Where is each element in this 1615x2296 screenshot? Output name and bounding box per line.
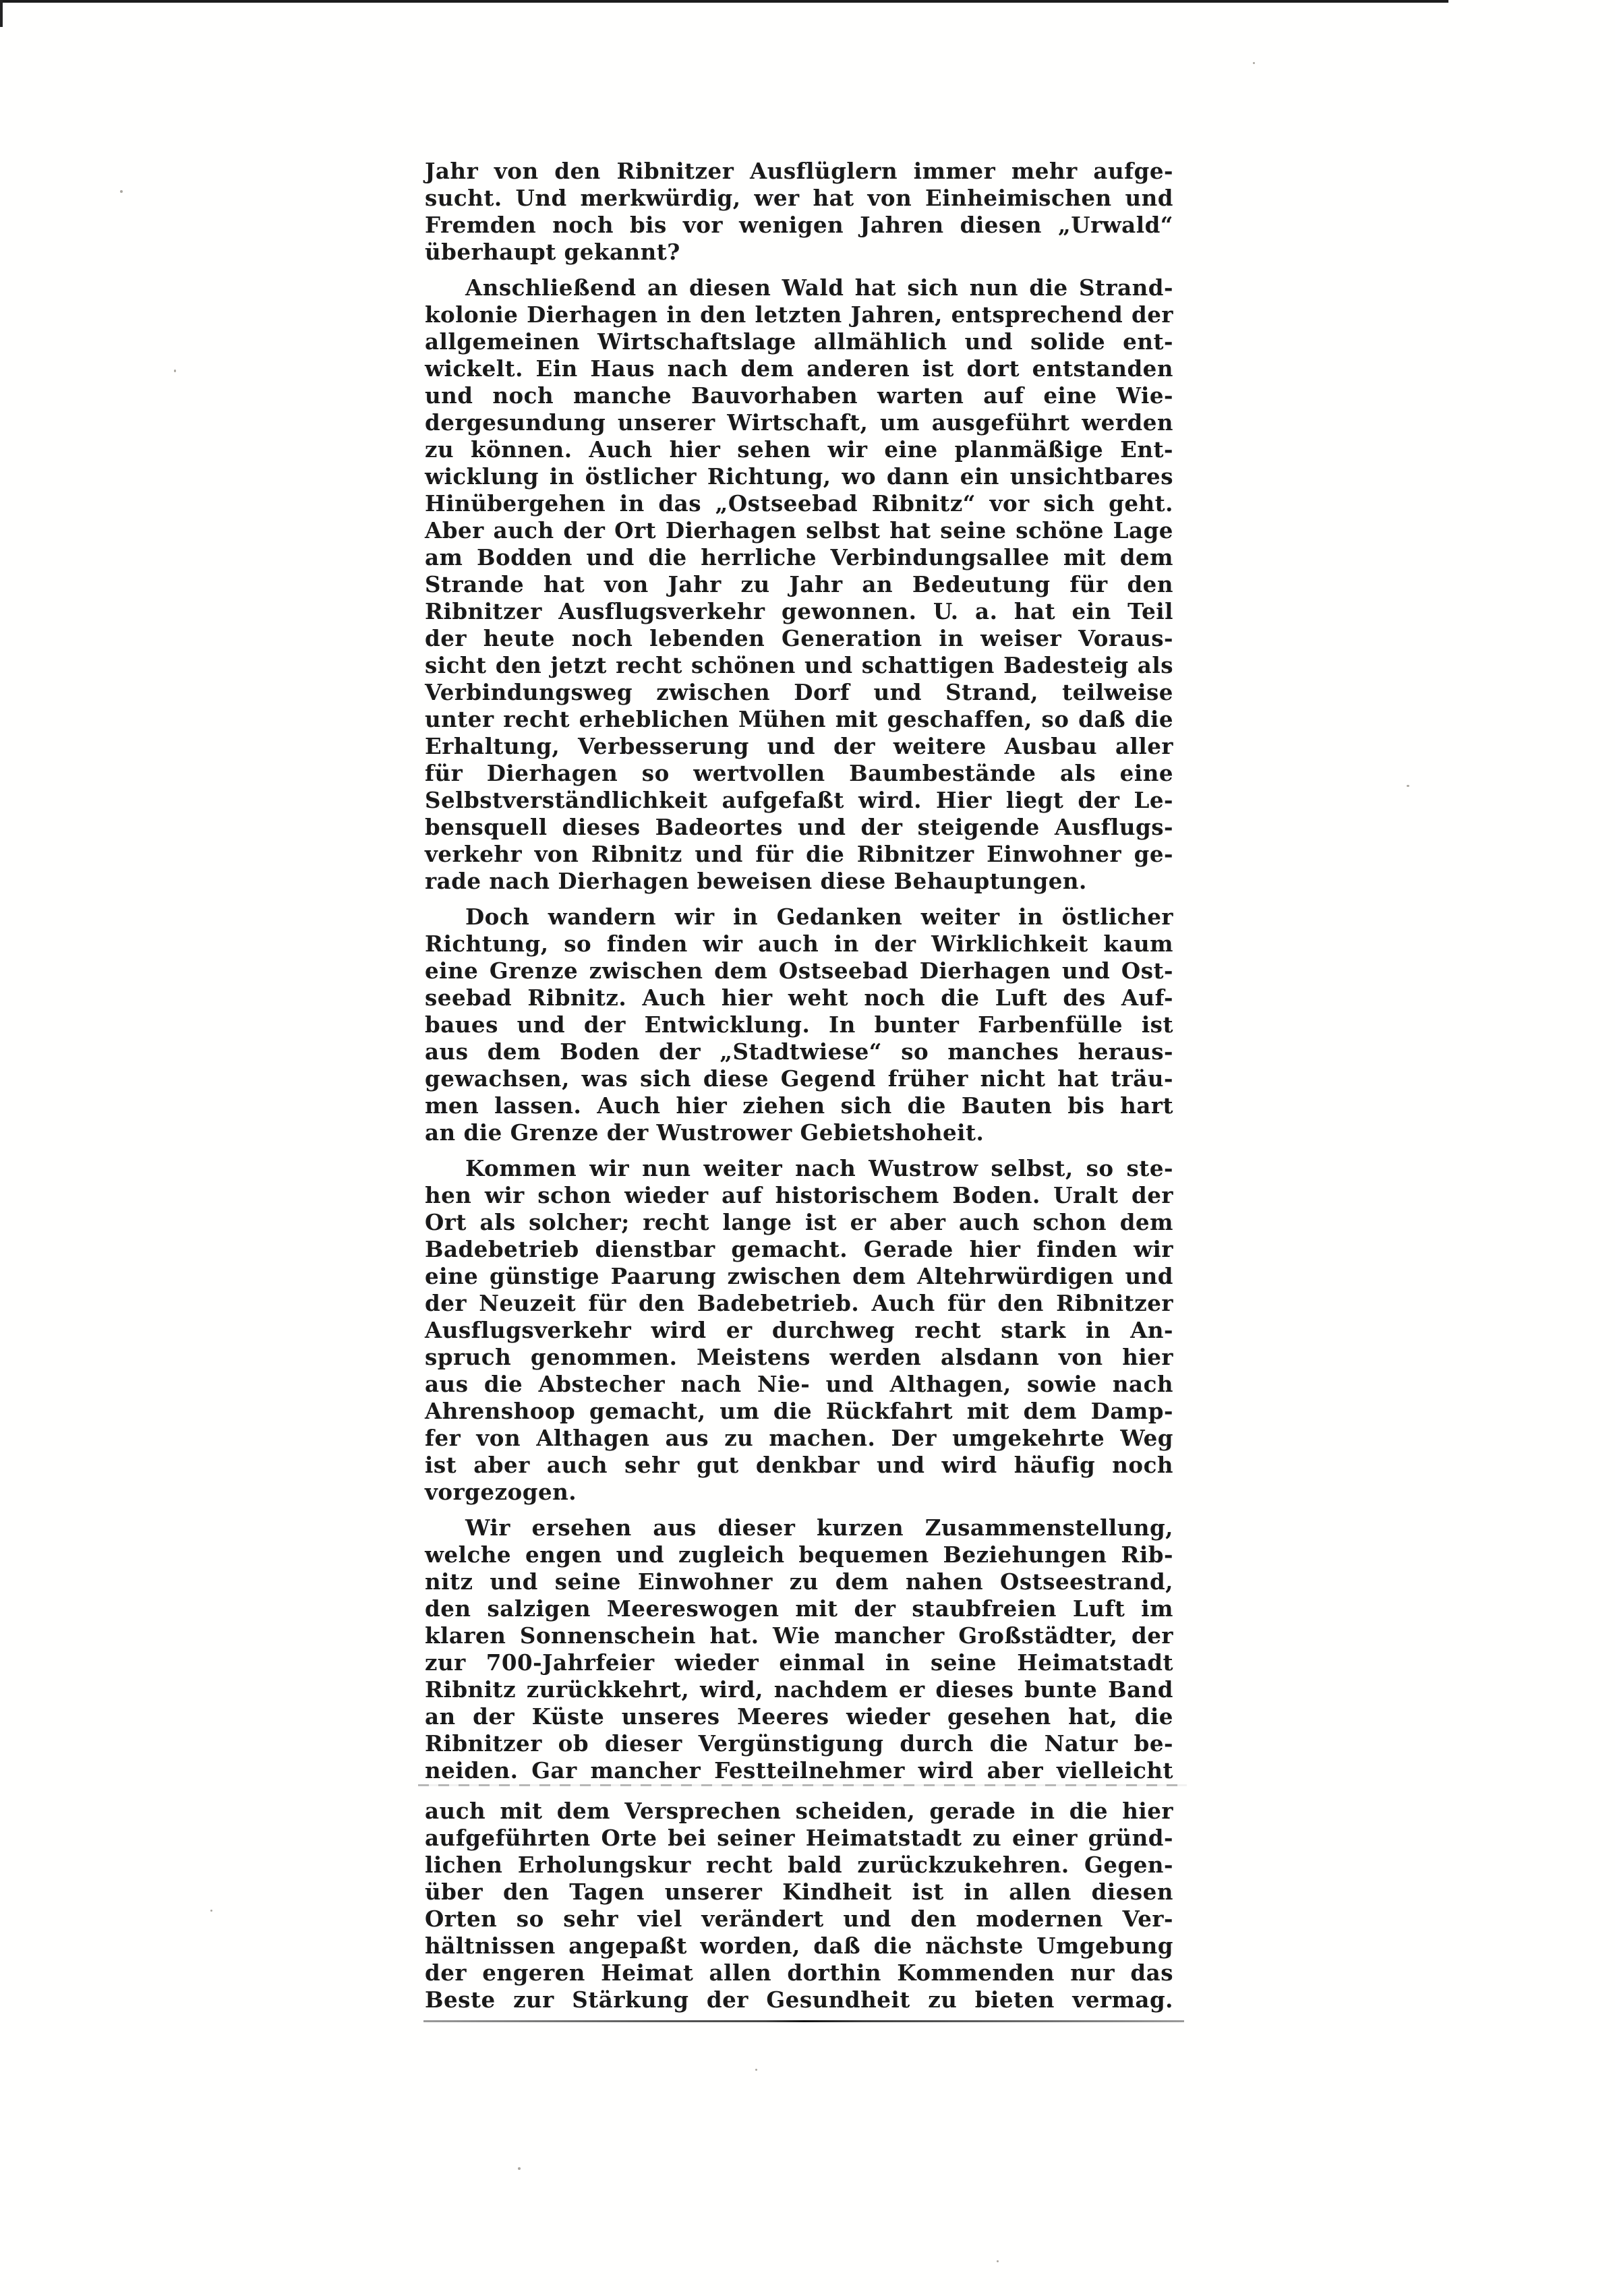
text-line: an die Grenze der Wustrower Gebietshoheit.	[425, 1119, 985, 1146]
article-text-column	[425, 158, 1173, 2013]
text-line: spruch genommen. Meistens werden alsdann von hier	[425, 1344, 1173, 1370]
text-line: zur 700-Jahrfeier wieder einmal in seine Heimatstadt	[425, 1649, 1173, 1676]
scan-speck	[518, 2167, 521, 2170]
text-line: aus dem Boden der „Stadtwiese“ so manches heraus-	[425, 1038, 1173, 1065]
text-line: eine günstige Paarung zwischen dem Altehrwürdigen und	[425, 1263, 1173, 1289]
text-line: hen wir schon wieder auf historischem Boden. Uralt der	[425, 1182, 1173, 1208]
text-line: hältnissen angepaßt worden, daß die nächste Umgebung	[425, 1933, 1173, 1959]
text-line: und noch manche Bauvorhaben warten auf eine Wie-	[425, 382, 1173, 409]
text-line: fer von Althagen aus zu machen. Der umgekehrte Weg	[425, 1425, 1173, 1451]
text-line: welche engen und zugleich bequemen Beziehungen Rib-	[425, 1541, 1173, 1568]
text-line: vorgezogen.	[425, 1479, 577, 1505]
text-line: an der Küste unseres Meeres wieder gesehen hat, die	[425, 1703, 1173, 1730]
text-line: der heute noch lebenden Generation in weiser Voraus-	[425, 625, 1173, 651]
scan-speck	[1407, 785, 1409, 787]
text-line: Richtung, so finden wir auch in der Wirklichkeit kaum	[425, 931, 1173, 957]
paragraph	[425, 158, 1173, 266]
text-line: lichen Erholungskur recht bald zurückzukehren. Gegen-	[425, 1852, 1173, 1878]
text-line: klaren Sonnenschein hat. Wie mancher Großstädter, der	[425, 1622, 1173, 1649]
text-line: Kommen wir nun weiter nach Wustrow selbst, so ste-	[465, 1155, 1173, 1181]
text-line: auch mit dem Versprechen scheiden, gerade in die hier	[425, 1798, 1173, 1824]
text-line: Jahr von den Ribnitzer Ausflüglern immer mehr aufge-	[425, 158, 1173, 184]
text-line: seebad Ribnitz. Auch hier weht noch die Luft des Auf-	[425, 984, 1173, 1011]
scan-artifact-streak	[418, 1784, 1187, 1786]
text-line: baues und der Entwicklung. In bunter Farbenfülle ist	[425, 1011, 1173, 1038]
text-line: Beste zur Stärkung der Gesundheit zu bieten vermag.	[425, 1986, 1173, 2013]
scan-speck	[997, 2260, 999, 2262]
text-line: dergesundung unserer Wirtschaft, um ausgeführt werden	[425, 409, 1173, 436]
text-line: nitz und seine Einwohner zu dem nahen Ostseestrand,	[425, 1568, 1173, 1595]
text-line: ist aber auch sehr gut denkbar und wird häufig noch	[425, 1452, 1173, 1478]
scan-speck	[120, 190, 123, 193]
text-line: über den Tagen unserer Kindheit ist in allen diesen	[425, 1879, 1173, 1905]
text-line: verkehr von Ribnitz und für die Ribnitzer Einwohner ge-	[425, 841, 1173, 867]
text-line: der Neuzeit für den Badebetrieb. Auch für den Ribnitzer	[425, 1290, 1173, 1316]
text-line: wickelt. Ein Haus nach dem anderen ist dort entstanden	[425, 355, 1173, 382]
text-line: Aber auch der Ort Dierhagen selbst hat seine schöne Lage	[425, 517, 1173, 543]
text-line: bensquell dieses Badeortes und der steigende Ausflugs-	[425, 814, 1173, 840]
text-line: wicklung in östlicher Richtung, wo dann ein unsichtbares	[425, 463, 1173, 490]
text-line: Ribnitz zurückkehrt, wird, nachdem er dieses bunte Band	[425, 1676, 1173, 1703]
text-line: unter recht erheblichen Mühen mit geschaffen, so daß die	[425, 706, 1173, 732]
scan-speck	[755, 2069, 757, 2071]
text-line: men lassen. Auch hier ziehen sich die Bauten bis hart	[425, 1092, 1173, 1119]
text-line: Ort als solcher; recht lange ist er aber auch schon dem	[425, 1209, 1173, 1235]
text-line: neiden. Gar mancher Festteilnehmer wird aber vielleicht	[425, 1757, 1173, 1784]
text-line: Ausflugsverkehr wird er durchweg recht stark in An-	[425, 1317, 1173, 1343]
scan-speck	[174, 370, 176, 372]
text-line: Wir ersehen aus dieser kurzen Zusammenstellung,	[465, 1514, 1173, 1541]
text-line: den salzigen Meereswogen mit der staubfreien Luft im	[425, 1595, 1173, 1622]
text-line: zu können. Auch hier sehen wir eine planmäßige Ent-	[425, 436, 1173, 463]
text-line: Ribnitzer ob dieser Vergünstigung durch die Natur be-	[425, 1730, 1173, 1757]
text-line: aufgeführten Orte bei seiner Heimatstadt zu einer gründ-	[425, 1825, 1173, 1851]
text-line: allgemeinen Wirtschaftslage allmählich und solide ent-	[425, 328, 1173, 355]
text-line: aus die Abstecher nach Nie- und Althagen, sowie nach	[425, 1371, 1173, 1397]
scan-edge-left	[0, 0, 3, 27]
article-end-rule	[423, 2020, 1184, 2022]
text-line: Fremden noch bis vor wenigen Jahren diesen „Urwald“	[425, 212, 1173, 238]
text-line: Orten so sehr viel verändert und den modernen Ver-	[425, 1906, 1173, 1932]
text-line: Erhaltung, Verbesserung und der weitere Ausbau aller	[425, 733, 1173, 759]
text-line: Strande hat von Jahr zu Jahr an Bedeutung für den	[425, 571, 1173, 597]
text-line: Ahrenshoop gemacht, um die Rückfahrt mit dem Damp-	[425, 1398, 1173, 1424]
scan-speck	[1253, 62, 1255, 64]
paragraph	[425, 1155, 1173, 1506]
paragraph	[425, 904, 1173, 1146]
paragraph	[425, 1514, 1173, 1784]
paragraph	[425, 1798, 1173, 2013]
text-line: Verbindungsweg zwischen Dorf und Strand, teilweise	[425, 679, 1173, 705]
text-line: gewachsen, was sich diese Gegend früher nicht hat träu-	[425, 1065, 1173, 1092]
text-line: Doch wandern wir in Gedanken weiter in östlicher	[465, 904, 1173, 930]
text-line: Anschließend an diesen Wald hat sich nun die Strand-	[465, 274, 1173, 301]
text-line: Ribnitzer Ausflugsverkehr gewonnen. U. a. hat ein Teil	[425, 598, 1173, 624]
scan-edge-top	[0, 0, 1448, 3]
text-line: eine Grenze zwischen dem Ostseebad Dierhagen und Ost-	[425, 958, 1173, 984]
text-line: am Bodden und die herrliche Verbindungsallee mit dem	[425, 544, 1173, 570]
text-line: kolonie Dierhagen in den letzten Jahren, entsprechend der	[425, 301, 1173, 328]
scan-speck	[210, 1910, 212, 1912]
text-line: der engeren Heimat allen dorthin Kommenden nur das	[425, 1960, 1173, 1986]
text-line: Selbstverständlichkeit aufgefaßt wird. Hier liegt der Le-	[425, 787, 1173, 813]
text-line: sicht den jetzt recht schönen und schattigen Badesteig als	[425, 652, 1173, 678]
text-line: überhaupt gekannt?	[425, 239, 680, 265]
text-line: für Dierhagen so wertvollen Baumbestände als eine	[425, 760, 1173, 786]
text-line: Badebetrieb dienstbar gemacht. Gerade hier finden wir	[425, 1236, 1173, 1262]
text-line: Hinübergehen in das „Ostseebad Ribnitz“ vor sich geht.	[425, 490, 1173, 517]
text-line: sucht. Und merkwürdig, wer hat von Einheimischen und	[425, 185, 1173, 211]
paragraph	[425, 274, 1173, 895]
text-line: rade nach Dierhagen beweisen diese Behauptungen.	[425, 868, 1087, 894]
